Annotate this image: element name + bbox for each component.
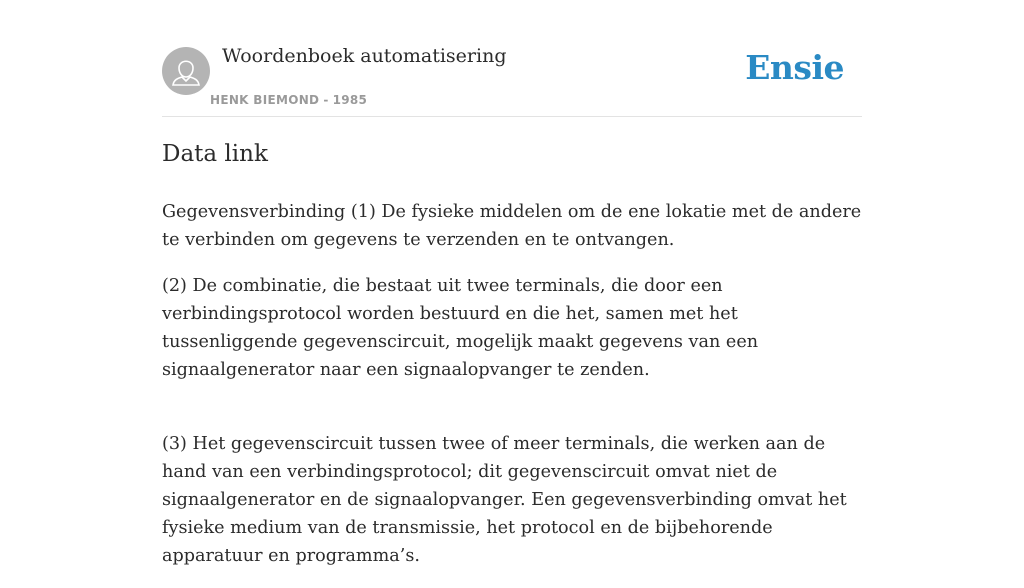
entry-paragraph-3: (3) Het gegevenscircuit tussen twee of meer terminals, die werken aan de hand van een verbindingsprotocol; dit gegevenscircuit omvat niet de signaalgenerator en de signaalopvanger. Een gegevensverbinding omvat het fysieke medium van de transmissie, het protocol en de bijbehorende apparatuur en programma’s. bbox=[162, 434, 847, 566]
entry-paragraph-1: Gegevensverbinding (1) De fysieke middelen om de ene lokatie met de andere te verbinden om gegevens te verzenden en te ontvangen. bbox=[162, 202, 862, 250]
brand-logo[interactable]: Ensie bbox=[745, 48, 844, 87]
meta-separator: - bbox=[323, 93, 329, 107]
book-title-link[interactable]: Woordenboek automatisering bbox=[222, 45, 507, 67]
book-meta bbox=[210, 93, 367, 107]
paragraph-spacer bbox=[162, 402, 862, 430]
entry-paragraph-2: (2) De combinatie, die bestaat uit twee terminals, die door een verbindingsprotocol worden bestuurd en die het, samen met het tussenliggende gegevenscircuit, mogelijk maakt gegevens van een signaalgenerator naar een signaalopvanger te zenden. bbox=[162, 276, 759, 380]
publication-year: 1985 bbox=[332, 93, 368, 107]
entry-title: Data link bbox=[162, 141, 268, 167]
entry-content bbox=[162, 136, 862, 588]
header bbox=[162, 40, 862, 117]
user-silhouette-icon bbox=[162, 47, 210, 95]
author-name[interactable]: HENK BIEMOND bbox=[210, 93, 320, 107]
author-avatar[interactable] bbox=[162, 47, 210, 95]
